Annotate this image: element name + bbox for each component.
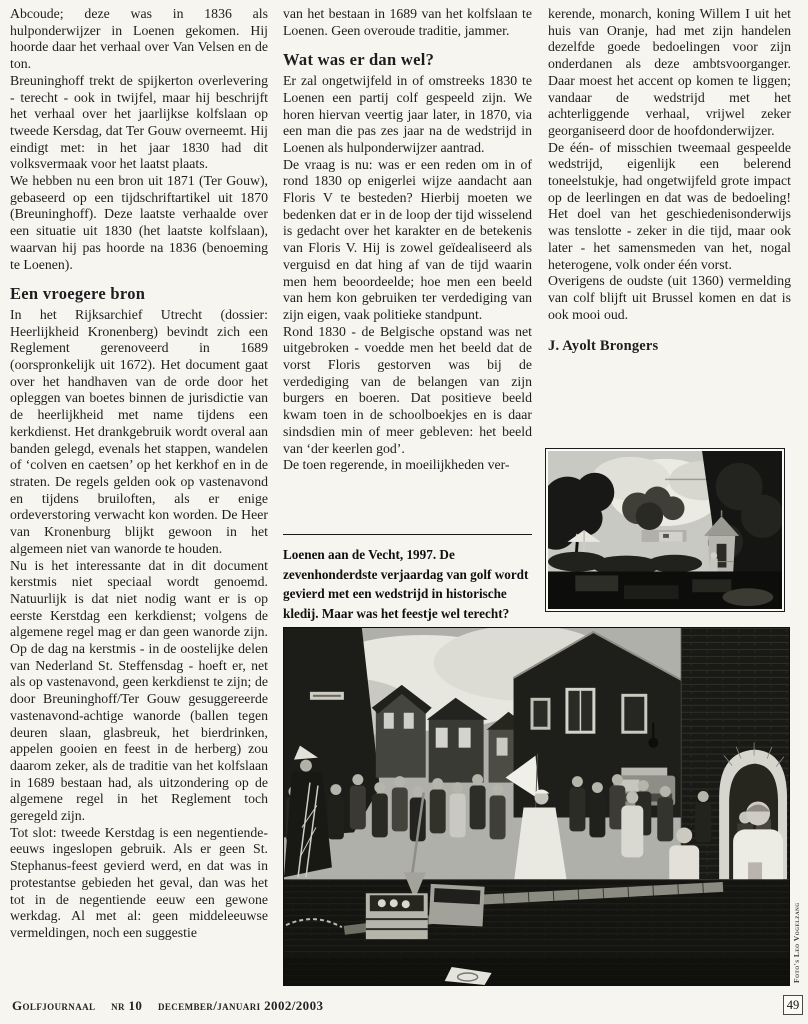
article-column-1 [10, 6, 268, 996]
issue-number: nr 10 [111, 998, 143, 1013]
market-stalls [642, 530, 687, 542]
paragraph: Breuninghoff trekt de spijkerton overlevering - terecht - ook in twijfel, maar hij beschrijft het verhaal over het jaarlijkse kolfslaan op tweede Kersdag, dat Ter Gouw overneemt. Hij eindigt met: in het jaar 1830 had dit volksvermaak voor het laatst plaats. [10, 72, 268, 172]
section-heading-wat-was-er: Wat was er dan wel? [283, 50, 435, 70]
footer [12, 998, 335, 1014]
paragraph: Nu is het interessante dat in dit document kerstmis niet speciaal wordt genoemd. Natuurlijk is dat niet nodig want er is op eerste Kerstdag een kerkdienst; volgens de algemene regel mag er dan geen wanorde zijn. Op de dag na kerstmis - in de oostelijke delen van Nederland St. Steffensdag - hoeft er, net als op vastenavond, geen kerkdienst te zijn; de door Breuninghoff/Ter Gouw gesuggereerde vastenavond-achtige wanorde (ballen tegen deuren slaan, glasbreuk, het bierdrinken, appelen gooien en feest in de herberg) zou daarom zeker, als de traditie van het kolfslaan in 1689 bestaan had, als uitzondering op de algemene regel in het Reglement toch geregeld zijn. [10, 557, 268, 824]
village-square-photo-image [548, 451, 782, 609]
paragraph: Tot slot: tweede Kerstdag is een negentiende-eeuws ingeslopen gebruik. Als er geen St. Stephanus-feest gevierd werd, en dat was in protestantse gebieden het geval, dan was het tot in de negentiende eeuw een gewone werkdag. Al met al: geen middeleeuwse vermeldingen, noch een suggestie [10, 824, 268, 940]
paragraph: De toen regerende, in moeilijkheden ver- [283, 457, 510, 473]
photo-caption: Loenen aan de Vecht, 1997. De zevenhonderdste verjaardag van golf wordt gevierd met een wedstrijd in historische kledij. Maar was het feestje wel terecht? [283, 534, 532, 623]
page-number: 49 [783, 995, 803, 1015]
author-byline: J. Ayolt Brongers [548, 338, 659, 355]
paragraph: De vraag is nu: was er een reden om in of rond 1830 op enigerlei wijze aandacht aan Floris V te besteden? Hierbij moeten we bedenken dat er in de loop der tijd wisselend is gedacht over het karakter en de betekenis van Floris V. Hij is zowel geïdealiseerd als verguisd en dat hing af van de tijd waarin men hem beoordeelde; hoe men een beeld van hem kon gebruiken ter verdediging van zijn eigen, vaak politieke standpunt. [283, 156, 532, 322]
paragraph: kerende, monarch, koning Willem I uit het huis van Oranje, had met zijn handelen dezelfde goede bedoelingen voor zijn onderdanen als deze ambtsvoorganger. Daar moest het accent op komen te liggen; vandaar de wedstrijd met het achterliggende verhaal, vrijwel zeker georganiseerd door de hoofdonderwijzer. [548, 6, 791, 138]
issue-date: december/januari 2002/2003 [157, 998, 324, 1013]
section-heading-vroegere-bron: Een vroegere bron [10, 284, 146, 304]
paragraph: De één- of misschien tweemaal gespeelde wedstrijd, eigenlijk een belerend toneelstukje, had ongetwijfeld grote impact op de leerlingen en dat was de bedoeling! Het doel van het geschiedenisonderwijs was tenslotte - zeker in die tijd, maar ook later - het samensmeden van het, nogal heterogene, volk onder één vorst. [548, 139, 791, 272]
paragraph: van het bestaan in 1689 van het kolfslaan te Loenen. Geen overoude traditie, jammer. [283, 6, 532, 38]
paragraph: Overigens de oudste (uit 1360) vermelding van colf blijft uit Brussel komen en dat is ook mooi oud. [548, 273, 791, 322]
colf-match-photo-image [284, 628, 789, 985]
paragraph: Er zal ongetwijfeld in of omstreeks 1830 te Loenen een partij colf gespeeld zijn. We horen hiervan veertig jaar later, in 1870, via een man die pas zes jaar na de wedstrijd in Loenen als hulponderwijzer aantrad. [283, 73, 532, 155]
paragraph: We hebben nu een bron uit 1871 (Ter Gouw), gebaseerd op een tijdschriftartikel uit 1870 (Breuninghoff). Deze laatste verhaalde over een situatie uit 1830 (het laatste kolfslaan), waarvan hij pas hoorde na 1836 (benoeming te Loenen). [10, 173, 268, 272]
photo-credit: Foto's Leo Vogelzang [792, 902, 801, 983]
article-column-3 [548, 6, 791, 448]
photo-small [545, 448, 785, 612]
photo-large [283, 627, 790, 986]
dark-foreground [548, 571, 782, 609]
street-pavement [284, 879, 789, 985]
journal-name: Golfjournaal [12, 998, 96, 1013]
paragraph: Abcoude; deze was in 1836 als hulponderwijzer in Loenen gekomen. Hij hoorde daar het verhaal over Van Velsen en de ton. [10, 6, 268, 72]
paragraph: Rond 1830 - de Belgische opstand was net uitgebroken - voedde men het beeld dat de vorst Floris gestorven was bij de verdediging van de belangen van zijn burgers en boeren. Dat positieve beeld kwam toen in de schoolboekjes en is daar sindsdien min of meer gebleven: het beeld van ‘der keerlen god’. [283, 323, 532, 456]
article-column-2 [283, 6, 532, 534]
paragraph: In het Rijksarchief Utrecht (dossier: Heerlijkheid Kronenberg) bevindt zich een Reglement gerenoveerd in 1689 (oorspronkelijk uit 1672). Het document gaat over het handhaven van de orde door het opleggen van boetes binnen de jurisdictie van de heerlijkheid met name tijdens een kerkdienst. Het drankgebruik wordt overal aan banden gelegd, evenals het stappen, wandelen of ‘colven en caetsen’ op het kerkhof en in de straten. De regels gelden ook op vastenavond en tijdens bruiloften, als er enige ordeverstoring verwacht kon worden. De Heer van Kronenburg blijkt gewoon in het algemeen niet van wanorde te houden. [10, 306, 268, 556]
